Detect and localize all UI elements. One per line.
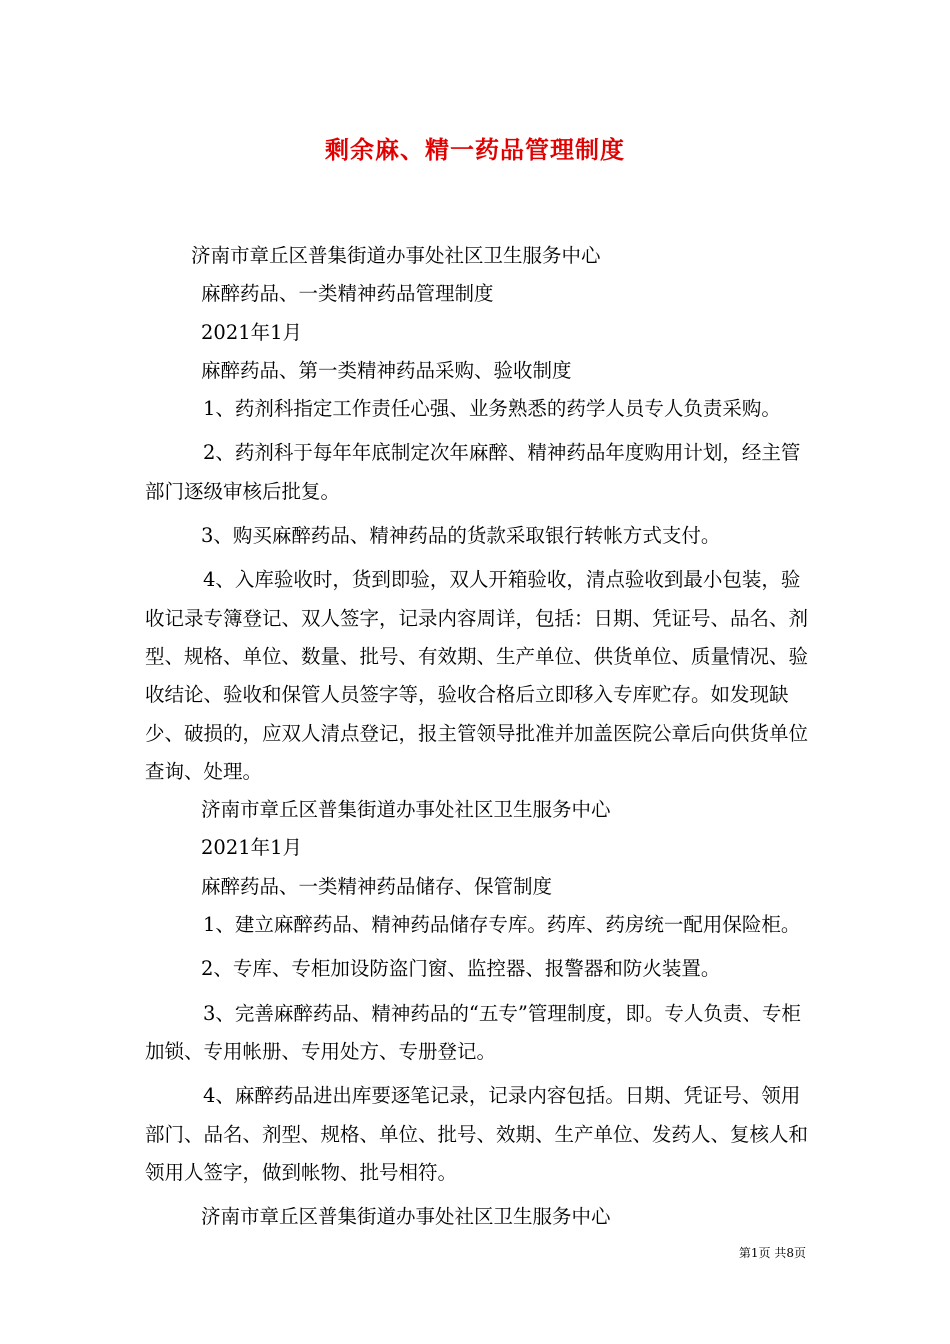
section-heading: 麻醉药品、一类精神药品储存、保管制度 <box>201 874 553 898</box>
section-heading: 麻醉药品、第一类精神药品采购、验收制度 <box>201 358 572 382</box>
rule-paragraph: 1、药剂科指定工作责任心强、业务熟悉的药学人员专人负责采购。 <box>203 397 781 421</box>
date-line: 2021年1月 <box>201 320 303 344</box>
org-name: 济南市章丘区普集街道办事处社区卫生服务中心 <box>201 798 611 822</box>
rule-paragraph: 2、药剂科于每年年底制定次年麻醉、精神药品年度购用计划，经主管部门逐级审核后批复。 <box>145 441 801 503</box>
rule-paragraph: 2、专库、专柜加设防盗门窗、监控器、报警器和防火装置。 <box>201 957 721 981</box>
org-name: 济南市章丘区普集街道办事处社区卫生服务中心 <box>201 1205 611 1229</box>
rule-paragraph: 4、麻醉药品进出库要逐笔记录，记录内容包括。日期、凭证号、领用部门、品名、剂型、规格、单位、批号、效期、生产单位、发药人、复核人和领用人签字，做到帐物、批号相符。 <box>145 1084 809 1184</box>
document-title: 剩余麻、精一药品管理制度 <box>325 135 625 164</box>
rule-paragraph: 1、建立麻醉药品、精神药品储存专库。药库、药房统一配用保险柜。 <box>203 913 801 937</box>
rule-paragraph: 3、购买麻醉药品、精神药品的货款采取银行转帐方式支付。 <box>201 524 721 548</box>
org-name: 济南市章丘区普集街道办事处社区卫生服务中心 <box>191 244 601 267</box>
document-body <box>145 237 815 1236</box>
page-number: 第1页 共8页 <box>738 1246 806 1260</box>
section-heading: 麻醉药品、一类精神药品管理制度 <box>201 282 494 306</box>
rule-paragraph: 3、完善麻醉药品、精神药品的“五专”管理制度，即。专人负责、专柜加锁、专用帐册、专用处方、专册登记。 <box>145 1001 801 1063</box>
date-line: 2021年1月 <box>201 836 303 860</box>
rule-paragraph: 4、入库验收时，货到即验，双人开箱验收，清点验收到最小包装，验收记录专簿登记、双人签字，记录内容周详，包括：日期、凭证号、品名、剂型、规格、单位、数量、批号、有效期、生产单位、供货单位、质量情况、验收结论、验收和保管人员签字等，验收合格后立即移入专库贮存。如发现缺少、破损的，应双人清点登记，报主管领导批准并加盖医院公章后向供货单位查询、处理。 <box>145 568 809 783</box>
